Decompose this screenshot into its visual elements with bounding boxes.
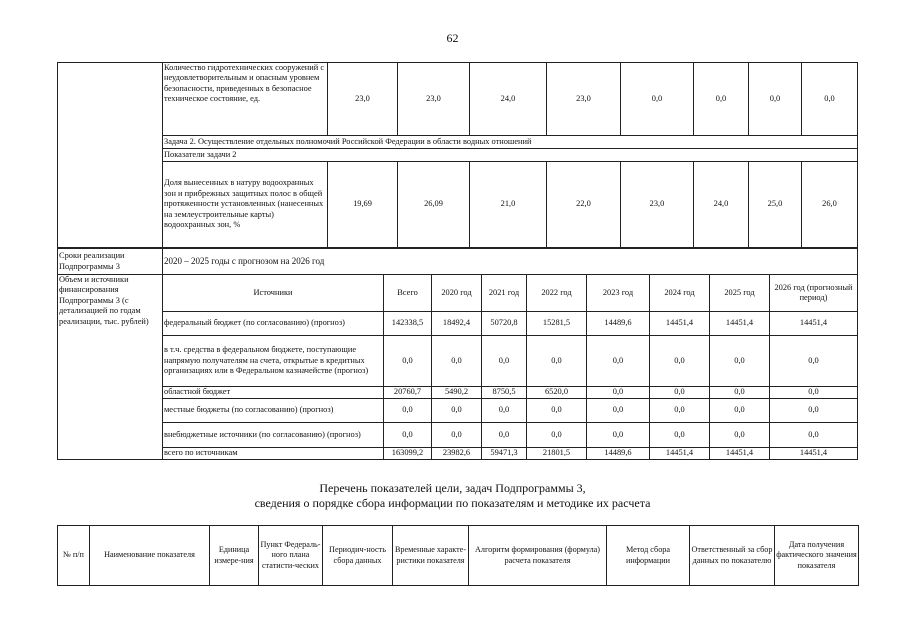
source-cell: всего по источникам: [163, 448, 384, 460]
value-cell: 21,0: [470, 162, 547, 248]
header-cell: 2024 год: [650, 275, 710, 312]
value-cell: 14451,4: [710, 448, 770, 460]
value-cell: 26,0: [802, 162, 858, 248]
value-cell: 50720,8: [482, 312, 527, 336]
value-cell: 24,0: [694, 162, 749, 248]
value-cell: 0,0: [650, 336, 710, 387]
header-cell: 2025 год: [710, 275, 770, 312]
header-cell: 2021 год: [482, 275, 527, 312]
value-cell: 5490,2: [432, 387, 482, 399]
header-cell: 2020 год: [432, 275, 482, 312]
value-cell: 59471,3: [482, 448, 527, 460]
value-cell: 23,0: [398, 63, 470, 136]
header-cell: Наименование показателя: [90, 526, 210, 586]
value-cell: 0,0: [770, 336, 858, 387]
value-cell: 25,0: [749, 162, 802, 248]
value-cell: 14489,6: [587, 312, 650, 336]
value-cell: 20760,7: [384, 387, 432, 399]
finance-table: [57, 248, 858, 460]
value-cell: 0,0: [650, 423, 710, 448]
indicators-list-table: [57, 525, 859, 586]
header-cell: Всего: [384, 275, 432, 312]
value-cell: 23,0: [547, 63, 621, 136]
value-cell: 0,0: [482, 336, 527, 387]
value-cell: 6520,0: [527, 387, 587, 399]
value-cell: 0,0: [749, 63, 802, 136]
header-cell: № п/п: [58, 526, 90, 586]
value-cell: 23,0: [328, 63, 398, 136]
value-cell: 0,0: [694, 63, 749, 136]
header-cell: Пункт Федераль-ного плана статисти-ческих: [259, 526, 323, 586]
source-cell: местные бюджеты (по согласованию) (прогноз): [163, 399, 384, 423]
empty-cell: [58, 63, 163, 248]
header-cell: Алгоритм формирования (формула) расчета показателя: [469, 526, 607, 586]
value-cell: 0,0: [587, 399, 650, 423]
value-cell: 0,0: [432, 423, 482, 448]
header-cell: Источники: [163, 275, 384, 312]
source-cell: областной бюджет: [163, 387, 384, 399]
terms-label: Сроки реализации Подпрограммы 3: [58, 249, 163, 275]
value-cell: 18492,4: [432, 312, 482, 336]
task-indicators-row: Показатели задачи 2: [163, 149, 858, 162]
value-cell: 0,0: [770, 387, 858, 399]
source-cell: в т.ч. средства в федеральном бюджете, поступающие напрямую получателям на счета, открытые в кредитных организациях или в Федеральном казначействе (прогноз): [163, 336, 384, 387]
header-cell: 2022 год: [527, 275, 587, 312]
indicator-name: Доля вынесенных в натуру водоохранных зон и прибрежных защитных полос в общей протяженности установленных (нанесенных на землеустроительные карты) водоохранных зон, %: [163, 162, 328, 248]
value-cell: 163099,2: [384, 448, 432, 460]
value-cell: 14451,4: [650, 448, 710, 460]
value-cell: 0,0: [587, 336, 650, 387]
value-cell: 0,0: [384, 399, 432, 423]
value-cell: 14451,4: [710, 312, 770, 336]
value-cell: 0,0: [482, 423, 527, 448]
source-cell: федеральный бюджет (по согласованию) (прогноз): [163, 312, 384, 336]
header-cell: Периодич-ность сбора данных: [323, 526, 393, 586]
value-cell: 24,0: [470, 63, 547, 136]
value-cell: 23982,6: [432, 448, 482, 460]
heading-line-2: сведения о порядке сбора информации по показателям и методике их расчета: [254, 496, 651, 510]
section-heading: [0, 481, 905, 511]
value-cell: 0,0: [770, 423, 858, 448]
header-cell: 2026 год (прогнозный период): [770, 275, 858, 312]
value-cell: 0,0: [432, 336, 482, 387]
value-cell: 0,0: [482, 399, 527, 423]
value-cell: 14451,4: [650, 312, 710, 336]
value-cell: 0,0: [587, 423, 650, 448]
value-cell: 21801,5: [527, 448, 587, 460]
value-cell: 0,0: [527, 336, 587, 387]
value-cell: 0,0: [384, 336, 432, 387]
value-cell: 23,0: [621, 162, 694, 248]
value-cell: 19,69: [328, 162, 398, 248]
value-cell: 0,0: [802, 63, 858, 136]
value-cell: 0,0: [621, 63, 694, 136]
value-cell: 0,0: [710, 423, 770, 448]
value-cell: 14451,4: [770, 312, 858, 336]
header-cell: Временные характе-ристики показателя: [393, 526, 469, 586]
source-cell: внебюджетные источники (по согласованию) (прогноз): [163, 423, 384, 448]
value-cell: 0,0: [527, 399, 587, 423]
header-cell: Ответственный за сбор данных по показателю: [690, 526, 775, 586]
heading-line-1: Перечень показателей цели, задач Подпрограммы 3,: [319, 481, 586, 495]
value-cell: 0,0: [710, 336, 770, 387]
value-cell: 0,0: [710, 387, 770, 399]
indicators-table: [57, 62, 858, 248]
header-cell: Метод сбора информации: [607, 526, 690, 586]
indicator-name: Количество гидротехнических сооружений с неудовлетворительным и опасным уровнем безопасности, приведенных в безопасное техническое состояние, ед.: [163, 63, 328, 136]
page-number: 62: [446, 31, 459, 45]
value-cell: 22,0: [547, 162, 621, 248]
value-cell: 0,0: [770, 399, 858, 423]
finance-label: Объем и источники финансирования Подпрограммы 3 (с детализацией по годам реализации, тыс. рублей): [58, 275, 163, 460]
value-cell: 0,0: [650, 399, 710, 423]
value-cell: 26,09: [398, 162, 470, 248]
value-cell: 0,0: [384, 423, 432, 448]
value-cell: 14451,4: [770, 448, 858, 460]
value-cell: 0,0: [710, 399, 770, 423]
value-cell: 142338,5: [384, 312, 432, 336]
value-cell: 8750,5: [482, 387, 527, 399]
value-cell: 15281,5: [527, 312, 587, 336]
terms-value: 2020 – 2025 годы с прогнозом на 2026 год: [163, 249, 858, 275]
value-cell: 0,0: [432, 399, 482, 423]
value-cell: 0,0: [650, 387, 710, 399]
value-cell: 0,0: [587, 387, 650, 399]
header-cell: Единица измере-ния: [210, 526, 259, 586]
task-row: Задача 2. Осуществление отдельных полномочий Российской Федерации в области водных отношений: [163, 136, 858, 149]
value-cell: 0,0: [527, 423, 587, 448]
header-cell: Дата получения фактического значения показателя: [775, 526, 859, 586]
value-cell: 14489,6: [587, 448, 650, 460]
header-cell: 2023 год: [587, 275, 650, 312]
